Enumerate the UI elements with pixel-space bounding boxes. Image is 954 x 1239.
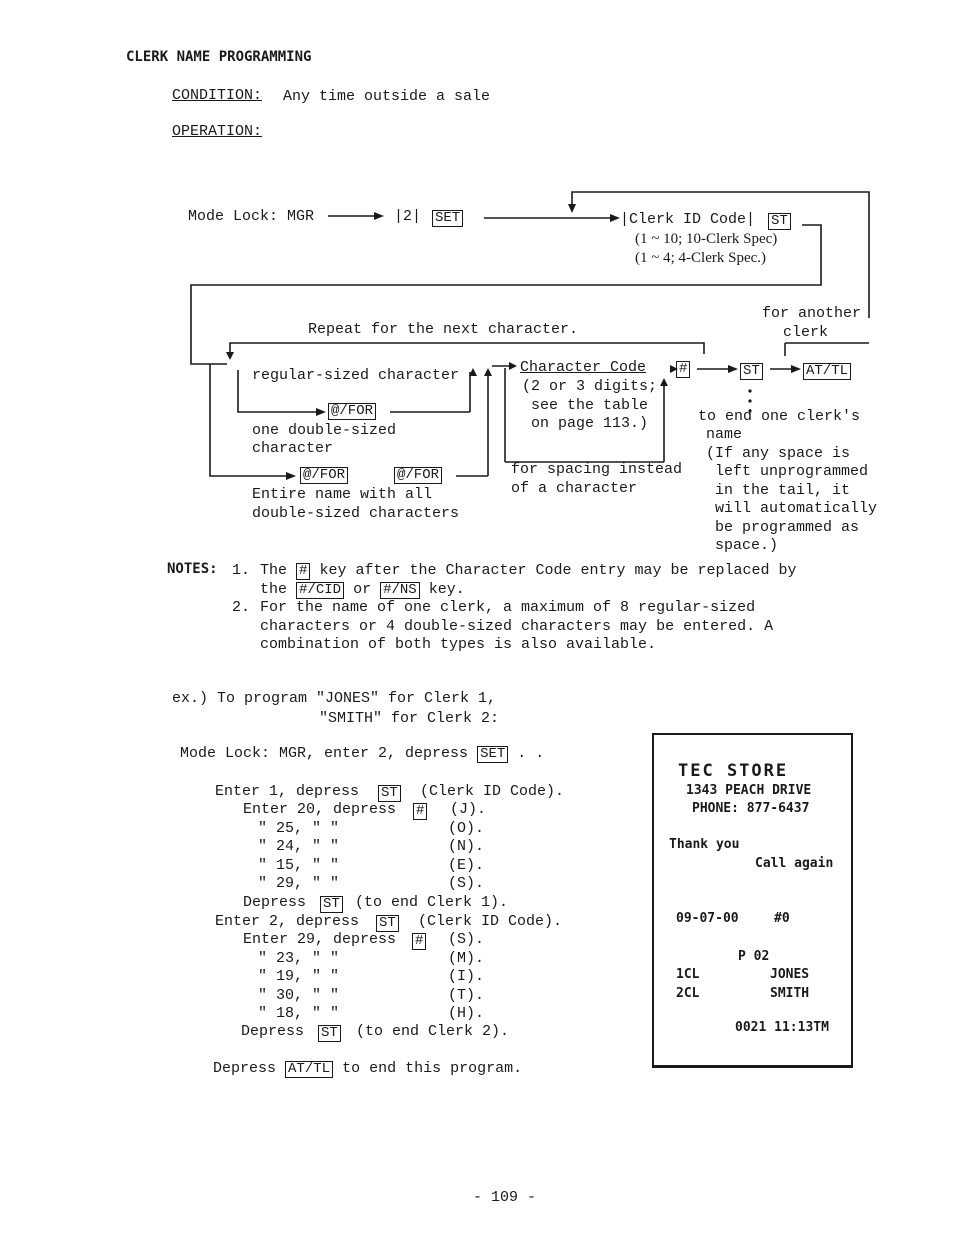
character-code-label: Character Code	[520, 359, 647, 376]
note-1-number: 1.	[232, 562, 251, 579]
example-step-result: (O).	[448, 820, 485, 837]
clerk-id-code-box: |Clerk ID Code|	[620, 211, 756, 228]
key-st-label: ST	[768, 213, 791, 230]
example-step-result: (to end Clerk 2).	[356, 1023, 510, 1040]
clerk-id-code-label: Clerk ID Code	[629, 211, 747, 228]
example-step-key-label: ST	[318, 1025, 341, 1042]
key-st-1	[768, 211, 791, 230]
key-for-1	[328, 401, 376, 420]
key-attl-1	[803, 361, 851, 380]
example-step-result: (H).	[448, 1005, 485, 1022]
example-step-text: " 24, " "	[258, 838, 340, 855]
end-note-1: to end one clerk's	[698, 408, 861, 425]
receipt-address: 1343 PEACH DRIVE	[686, 783, 812, 798]
operation-label: OPERATION:	[172, 123, 263, 140]
digits-note: (2 or 3 digits;	[522, 378, 658, 395]
note-1-line-2	[260, 581, 465, 599]
key-for-label: @/FOR	[394, 467, 442, 484]
see-table-note: see the table	[531, 397, 649, 414]
example-mode-key: SET	[477, 746, 508, 763]
example-step-key	[412, 931, 426, 950]
receipt-thank: Thank you	[669, 837, 740, 852]
note-2-line-3: combination of both types is also available.	[260, 636, 657, 653]
repeat-note: Repeat for the next character.	[308, 321, 579, 338]
example-step-key-label: #	[412, 933, 426, 950]
receipt-store-name: TEC STORE	[678, 761, 789, 781]
example-mode	[180, 745, 544, 763]
example-step-result: (Clerk ID Code).	[418, 913, 563, 930]
note-2-line-1: For the name of one clerk, a maximum of 8 regular-sized	[260, 599, 756, 616]
receipt	[652, 733, 853, 1068]
example-step-text: Depress	[243, 894, 307, 911]
on-page-note: on page 113.)	[531, 415, 649, 432]
key-attl-label: AT/TL	[803, 363, 851, 380]
note-1-text-a: The	[260, 562, 288, 579]
example-step-text: " 18, " "	[258, 1005, 340, 1022]
regular-sized-label: regular-sized character	[252, 367, 460, 384]
key-st-2	[740, 361, 763, 380]
receipt-clerk2-code: 2CL	[676, 986, 700, 1001]
key-2-label: 2	[403, 208, 413, 225]
example-step-key-label: ST	[320, 896, 343, 913]
example-mode-end: . .	[517, 745, 545, 762]
condition-text: Any time outside a sale	[283, 88, 491, 105]
end-note-4: left unprogrammed	[715, 463, 869, 480]
example-step-result: (S).	[448, 931, 485, 948]
end-note-7: be programmed as	[715, 519, 860, 536]
condition-label: CONDITION:	[172, 87, 263, 104]
end-note-6: will automatically	[715, 500, 878, 517]
mode-lock-label: Mode Lock: MGR	[188, 208, 315, 225]
key-for-label: @/FOR	[300, 467, 348, 484]
key-set	[432, 208, 463, 227]
page-heading: CLERK NAME PROGRAMMING	[126, 49, 312, 65]
entire-name-1: Entire name with all	[252, 486, 433, 503]
receipt-p02: P 02	[738, 949, 770, 964]
example-step-text: Enter 1, depress	[215, 783, 360, 800]
note-1-key-cid: #/CID	[296, 582, 344, 599]
note-1-line-1	[260, 562, 797, 580]
example-line-2: "SMITH" for Clerk 2:	[319, 710, 500, 727]
example-step-text: Enter 20, depress	[243, 801, 397, 818]
receipt-phone: PHONE: 877-6437	[692, 801, 810, 816]
example-step-key	[413, 801, 427, 820]
example-step-text: " 30, " "	[258, 987, 340, 1004]
example-final-b: to end this program.	[342, 1060, 523, 1077]
note-2-line-2: characters or 4 double-sized characters may be entered. A	[260, 618, 774, 635]
example-step-result: (N).	[448, 838, 485, 855]
example-step-key	[376, 913, 399, 932]
page-number: - 109 -	[473, 1189, 537, 1206]
receipt-clerk1-name: JONES	[770, 967, 810, 982]
example-final-a: Depress	[213, 1060, 277, 1077]
note-1-text-c: the	[260, 581, 288, 598]
receipt-clerk2-name: SMITH	[770, 986, 810, 1001]
note-2-number: 2.	[232, 599, 251, 616]
note-1-text-b: key after the Character Code entry may be replaced by	[319, 562, 797, 579]
example-step-text: Enter 29, depress	[243, 931, 397, 948]
one-double-label-2: character	[252, 440, 334, 457]
example-step-result: (T).	[448, 987, 485, 1004]
key-for-label: @/FOR	[328, 403, 376, 420]
spacing-note-2: of a character	[511, 480, 638, 497]
end-note-2: name	[706, 426, 743, 443]
note-1-key-hash: #	[296, 563, 310, 580]
example-step-text: " 29, " "	[258, 875, 340, 892]
end-note-3: (If any space is	[706, 445, 851, 462]
example-step-result: (E).	[448, 857, 485, 874]
range-10: (1 ~ 10; 10-Clerk Spec)	[635, 231, 778, 247]
key-set-label: SET	[432, 210, 463, 227]
one-double-label-1: one double-sized	[252, 422, 397, 439]
example-step-text: Enter 2, depress	[215, 913, 360, 930]
note-1-text-e: key.	[428, 581, 465, 598]
example-step-key-label: #	[413, 803, 427, 820]
example-step-key	[320, 894, 343, 913]
example-step-result: (I).	[448, 968, 485, 985]
example-step-result: (to end Clerk 1).	[355, 894, 509, 911]
end-note-8: space.)	[715, 537, 779, 554]
key-for-2	[300, 465, 348, 484]
example-step-text: Depress	[241, 1023, 305, 1040]
example-step-result: (S).	[448, 875, 485, 892]
receipt-call-again: Call again	[755, 856, 834, 871]
end-note-5: in the tail, it	[715, 482, 851, 499]
key-2: |2|	[394, 208, 422, 225]
entire-name-2: double-sized characters	[252, 505, 460, 522]
example-step-key	[378, 783, 401, 802]
example-step-result: (Clerk ID Code).	[420, 783, 565, 800]
example-final-key: AT/TL	[285, 1061, 333, 1078]
note-1-key-ns: #/NS	[380, 582, 420, 599]
example-step-text: " 23, " "	[258, 950, 340, 967]
example-mode-text: Mode Lock: MGR, enter 2, depress	[180, 745, 469, 762]
example-step-text: " 15, " "	[258, 857, 340, 874]
spacing-note-1: for spacing instead	[511, 461, 683, 478]
key-hash-label: #	[676, 361, 690, 378]
note-1-text-d: or	[353, 581, 372, 598]
example-step-result: (J).	[450, 801, 487, 818]
example-step-key-label: ST	[376, 915, 399, 932]
example-step-text: " 19, " "	[258, 968, 340, 985]
key-st-label: ST	[740, 363, 763, 380]
example-step-key	[318, 1023, 341, 1042]
example-step-text: " 25, " "	[258, 820, 340, 837]
example-final	[213, 1060, 522, 1078]
for-another: for another	[762, 305, 862, 322]
example-step-key-label: ST	[378, 785, 401, 802]
example-step-result: (M).	[448, 950, 485, 967]
clerk-label: clerk	[783, 324, 829, 341]
receipt-footer: 0021 11:13TM	[735, 1020, 829, 1035]
receipt-date: 09-07-00	[676, 911, 739, 926]
notes-label: NOTES:	[167, 561, 218, 577]
range-4: (1 ~ 4; 4-Clerk Spec.)	[635, 250, 767, 266]
key-for-3	[394, 465, 442, 484]
key-hash-1	[676, 359, 690, 378]
receipt-clerk1-code: 1CL	[676, 967, 700, 982]
receipt-number: #0	[774, 911, 790, 926]
example-line-1: ex.) To program "JONES" for Clerk 1,	[172, 690, 497, 707]
